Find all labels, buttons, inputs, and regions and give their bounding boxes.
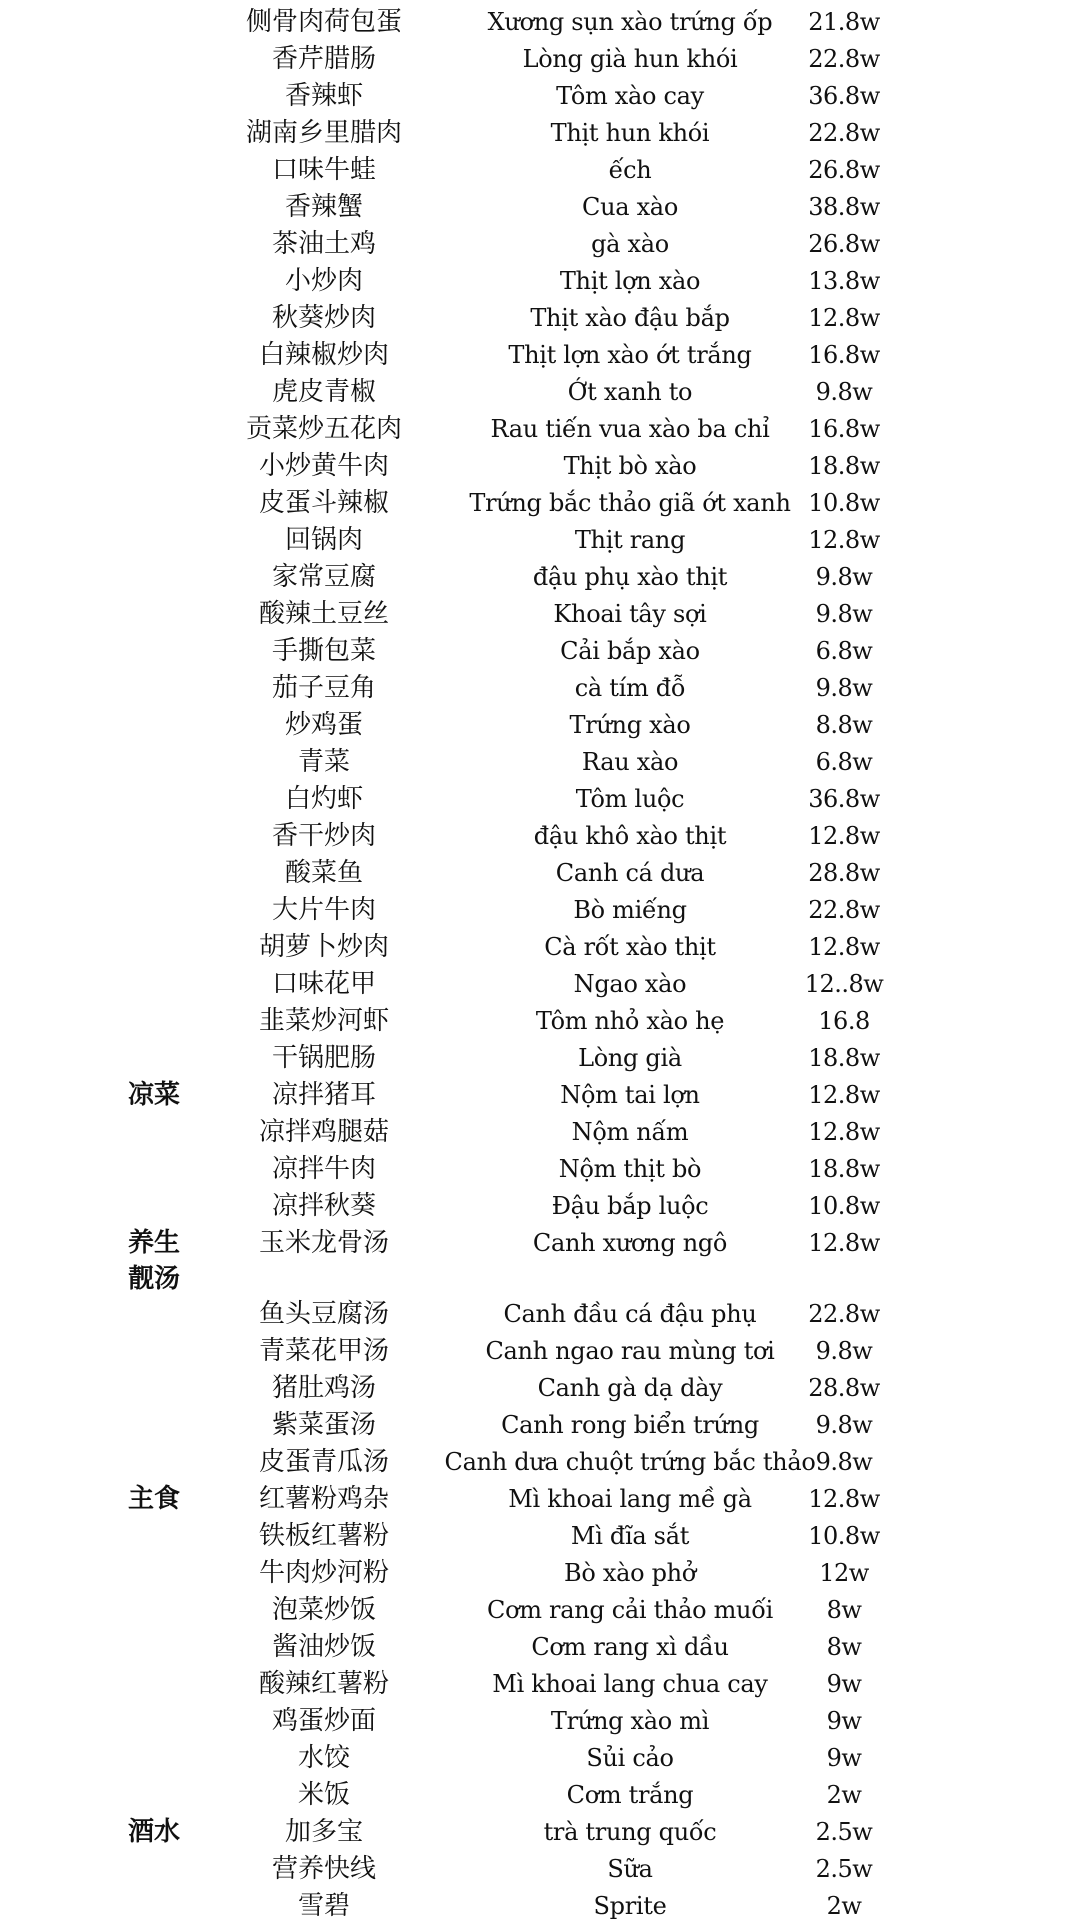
dish-name-chinese: 红薯粉鸡杂 (258, 1484, 389, 1514)
dish-name-vietnamese: ếch (608, 156, 652, 184)
dish-price: 10.8w (808, 489, 880, 517)
dish-name-chinese: 皮蛋斗辣椒 (258, 488, 389, 518)
dish-name-vietnamese: Cua xào (582, 193, 678, 221)
dish-name-chinese: 香辣蟹 (284, 192, 363, 222)
dish-name-vietnamese: Thịt lợn xào (559, 267, 701, 295)
dish-name-vietnamese: Trứng bắc thảo giã ớt xanh (469, 489, 791, 517)
menu-row (0, 522, 1080, 559)
menu-row (0, 1151, 1080, 1188)
dish-name-vietnamese: Tôm nhỏ xào hẹ (535, 1007, 725, 1035)
dish-name-vietnamese: Canh rong biển trứng (501, 1411, 759, 1439)
menu-row (0, 1481, 1080, 1518)
dish-name-vietnamese: Rau tiến vua xào ba chỉ (490, 415, 770, 443)
dish-name-chinese: 米饭 (297, 1780, 350, 1810)
dish-price: 28.8w (808, 1374, 880, 1402)
dish-name-chinese: 凉拌秋葵 (271, 1191, 376, 1221)
dish-name-chinese: 加多宝 (284, 1817, 363, 1847)
menu-row (0, 152, 1080, 189)
dish-name-vietnamese: gà xào (591, 230, 669, 258)
menu-row (0, 1296, 1080, 1333)
dish-name-chinese: 口味牛蛙 (271, 155, 376, 185)
dish-name-vietnamese: Lòng già hun khói (522, 45, 738, 73)
dish-name-chinese: 凉拌鸡腿菇 (258, 1117, 389, 1147)
dish-name-chinese: 小炒黄牛肉 (258, 451, 389, 481)
dish-name-vietnamese: Ngao xào (573, 970, 687, 998)
menu-row (0, 1592, 1080, 1629)
dish-name-vietnamese: Cơm rang xì dầu (531, 1633, 729, 1661)
dish-price: 22.8w (808, 119, 880, 147)
dish-name-chinese: 酱油炒饭 (271, 1632, 376, 1662)
dish-name-chinese: 小炒肉 (284, 266, 363, 296)
dish-name-vietnamese: Canh ngao rau mùng tơi (485, 1337, 775, 1365)
dish-price: 38.8w (808, 193, 880, 221)
menu-row (0, 41, 1080, 78)
dish-name-chinese: 胡萝卜炒肉 (258, 932, 389, 962)
menu-row (0, 189, 1080, 226)
menu-row (0, 1444, 1080, 1481)
dish-name-vietnamese: Tôm luộc (575, 785, 685, 813)
menu-row (0, 78, 1080, 115)
menu-row (0, 226, 1080, 263)
dish-name-vietnamese: Canh gà dạ dày (537, 1374, 723, 1402)
dish-price: 9.8w (815, 378, 873, 406)
menu-row (0, 633, 1080, 670)
dish-name-chinese: 白辣椒炒肉 (258, 340, 389, 370)
menu-row (0, 374, 1080, 411)
menu-row (0, 1555, 1080, 1592)
dish-name-chinese: 大片牛肉 (271, 895, 376, 925)
dish-price: 36.8w (808, 82, 880, 110)
menu-row (0, 707, 1080, 744)
dish-name-vietnamese: Cải bắp xào (560, 637, 700, 665)
dish-name-chinese: 白灼虾 (284, 784, 363, 814)
dish-price: 16.8 (818, 1007, 870, 1035)
dish-name-vietnamese: Mì đĩa sắt (570, 1522, 690, 1550)
dish-price: 18.8w (808, 1044, 880, 1072)
dish-price: 8.8w (815, 711, 873, 739)
menu-row (0, 1003, 1080, 1040)
dish-name-chinese: 韭菜炒河虾 (258, 1006, 389, 1036)
menu-row (0, 1851, 1080, 1888)
dish-name-chinese: 手撕包菜 (271, 636, 376, 666)
category-label: 主食 (128, 1484, 181, 1514)
dish-name-chinese: 鸡蛋炒面 (271, 1706, 376, 1736)
dish-name-chinese: 干锅肥肠 (271, 1043, 376, 1073)
dish-price: 8w (826, 1596, 862, 1624)
menu-row (0, 818, 1080, 855)
menu-row (0, 1333, 1080, 1370)
dish-name-vietnamese: Khoai tây sợi (553, 600, 707, 628)
dish-price: 8w (826, 1633, 862, 1661)
dish-name-chinese: 青菜花甲汤 (258, 1336, 389, 1366)
dish-price: 9.8w (815, 1411, 873, 1439)
dish-name-vietnamese: Ớt xanh to (567, 378, 693, 406)
dish-name-chinese: 牛肉炒河粉 (258, 1558, 389, 1588)
menu-row (0, 485, 1080, 522)
dish-name-chinese: 家常豆腐 (271, 562, 376, 592)
menu-row (0, 1518, 1080, 1555)
dish-name-vietnamese: Lòng già (578, 1044, 682, 1072)
menu-row (0, 1040, 1080, 1077)
dish-price: 9w (826, 1707, 862, 1735)
dish-name-vietnamese: Tôm xào cay (556, 82, 704, 110)
dish-name-chinese: 雪碧 (297, 1891, 350, 1921)
menu-row (0, 929, 1080, 966)
dish-name-chinese: 玉米龙骨汤 (258, 1228, 389, 1258)
dish-price: 16.8w (808, 415, 880, 443)
menu-row (0, 115, 1080, 152)
dish-price: 36.8w (808, 785, 880, 813)
dish-price: 22.8w (808, 896, 880, 924)
dish-name-chinese: 紫菜蛋汤 (271, 1410, 376, 1440)
dish-price: 6.8w (815, 748, 873, 776)
dish-price: 18.8w (808, 452, 880, 480)
category-label-soup-line2: 靓汤 (128, 1264, 181, 1294)
dish-name-vietnamese: Sủi cảo (586, 1744, 674, 1772)
dish-price: 10.8w (808, 1192, 880, 1220)
menu-row (0, 337, 1080, 374)
dish-name-chinese: 泡菜炒饭 (271, 1595, 376, 1625)
menu-row (0, 1740, 1080, 1777)
dish-name-chinese: 香辣虾 (284, 81, 363, 111)
dish-name-vietnamese: trà trung quốc (543, 1818, 717, 1846)
dish-price: 12.8w (808, 1229, 880, 1257)
dish-name-vietnamese: Canh dưa chuột trứng bắc thảo (444, 1448, 816, 1476)
menu-row (0, 1777, 1080, 1814)
menu-row (0, 670, 1080, 707)
menu-row (0, 596, 1080, 633)
dish-name-chinese: 凉拌牛肉 (271, 1154, 376, 1184)
dish-name-chinese: 青菜 (297, 747, 350, 777)
menu-row (0, 781, 1080, 818)
dish-name-vietnamese: Sữa (607, 1855, 653, 1883)
menu-row (0, 4, 1080, 41)
dish-price: 12..8w (804, 970, 884, 998)
menu-row (0, 966, 1080, 1003)
dish-price: 12.8w (808, 822, 880, 850)
dish-name-vietnamese: Mì khoai lang mề gà (508, 1485, 752, 1513)
dish-price: 6.8w (815, 637, 873, 665)
dish-price: 9.8w (815, 1448, 873, 1476)
dish-name-chinese: 酸菜鱼 (284, 858, 363, 888)
dish-name-vietnamese: Thịt hun khói (550, 119, 710, 147)
dish-price: 2.5w (815, 1818, 873, 1846)
dish-name-chinese: 鱼头豆腐汤 (258, 1299, 389, 1329)
menu-row (0, 1814, 1080, 1851)
dish-price: 12.8w (808, 933, 880, 961)
dish-price: 9.8w (815, 1337, 873, 1365)
dish-name-chinese: 秋葵炒肉 (271, 303, 376, 333)
dish-name-chinese: 水饺 (297, 1743, 350, 1773)
dish-name-vietnamese: đậu khô xào thịt (533, 822, 727, 850)
dish-name-chinese: 酸辣红薯粉 (258, 1669, 389, 1699)
dish-price: 9.8w (815, 563, 873, 591)
dish-price: 22.8w (808, 1300, 880, 1328)
dish-price: 22.8w (808, 45, 880, 73)
dish-name-vietnamese: Bò xào phở (564, 1559, 696, 1587)
dish-name-chinese: 炒鸡蛋 (284, 710, 363, 740)
dish-name-vietnamese: Canh đầu cá đậu phụ (503, 1300, 757, 1328)
category-label: 养生 (128, 1228, 181, 1258)
dish-name-vietnamese: Nộm thịt bò (558, 1155, 702, 1183)
menu-row (0, 448, 1080, 485)
dish-price: 10.8w (808, 1522, 880, 1550)
dish-price: 12.8w (808, 1118, 880, 1146)
dish-price: 16.8w (808, 341, 880, 369)
dish-name-vietnamese: Mì khoai lang chua cay (492, 1670, 768, 1698)
dish-price: 2.5w (815, 1855, 873, 1883)
dish-price: 12.8w (808, 304, 880, 332)
dish-name-chinese: 香干炒肉 (271, 821, 376, 851)
dish-name-vietnamese: đậu phụ xào thịt (532, 563, 728, 591)
dish-name-vietnamese: Cơm trắng (566, 1781, 694, 1809)
dish-price: 2w (826, 1781, 862, 1809)
dish-name-vietnamese: Cơm rang cải thảo muối (487, 1596, 773, 1624)
dish-name-vietnamese: Thịt lợn xào ớt trắng (508, 341, 752, 369)
menu-row (0, 1703, 1080, 1740)
dish-name-vietnamese: Nộm tai lợn (560, 1081, 700, 1109)
menu-row (0, 1629, 1080, 1666)
dish-name-vietnamese: Cà rốt xào thịt (544, 933, 716, 961)
dish-name-vietnamese: Sprite (593, 1892, 667, 1920)
menu-row (0, 1225, 1080, 1262)
dish-name-chinese: 营养快线 (271, 1854, 376, 1884)
dish-name-vietnamese: Thịt bò xào (563, 452, 697, 480)
menu-row (0, 559, 1080, 596)
dish-name-chinese: 茶油土鸡 (271, 229, 376, 259)
category-label: 凉菜 (128, 1080, 181, 1110)
dish-price: 21.8w (808, 8, 880, 36)
menu-row (0, 744, 1080, 781)
dish-name-vietnamese: cà tím đỗ (574, 674, 686, 702)
dish-price: 9w (826, 1670, 862, 1698)
menu-row (0, 1114, 1080, 1151)
dish-name-vietnamese: Nộm nấm (571, 1118, 689, 1146)
dish-price: 9.8w (815, 674, 873, 702)
dish-name-chinese: 酸辣土豆丝 (258, 599, 389, 629)
dish-name-chinese: 皮蛋青瓜汤 (258, 1447, 389, 1477)
dish-name-vietnamese: Canh cá dưa (555, 859, 705, 887)
menu-row (0, 263, 1080, 300)
menu-row (0, 300, 1080, 337)
dish-name-vietnamese: Đậu bắp luộc (551, 1192, 709, 1220)
dish-price: 18.8w (808, 1155, 880, 1183)
menu-row (0, 1888, 1080, 1925)
dish-name-vietnamese: Canh xương ngô (532, 1229, 728, 1257)
menu-row (0, 411, 1080, 448)
dish-name-chinese: 香芹腊肠 (271, 44, 376, 74)
dish-price: 9.8w (815, 600, 873, 628)
menu-row (0, 1188, 1080, 1225)
dish-name-chinese: 回锅肉 (284, 525, 363, 555)
dish-price: 26.8w (808, 230, 880, 258)
dish-price: 12.8w (808, 1081, 880, 1109)
dish-name-chinese: 猪肚鸡汤 (271, 1373, 376, 1403)
dish-name-chinese: 口味花甲 (271, 969, 376, 999)
dish-name-vietnamese: Thịt rang (574, 526, 686, 554)
menu-row (0, 1077, 1080, 1114)
dish-name-chinese: 贡菜炒五花肉 (245, 414, 402, 444)
dish-price: 12.8w (808, 526, 880, 554)
dish-price: 2w (826, 1892, 862, 1920)
dish-name-chinese: 湖南乡里腊肉 (245, 118, 402, 148)
dish-name-vietnamese: Rau xào (581, 748, 679, 776)
dish-price: 26.8w (808, 156, 880, 184)
dish-price: 12.8w (808, 1485, 880, 1513)
dish-name-chinese: 侧骨肉荷包蛋 (245, 7, 402, 37)
dish-price: 9w (826, 1744, 862, 1772)
menu-row (0, 855, 1080, 892)
dish-name-vietnamese: Bò miếng (573, 896, 687, 924)
menu-row (0, 1407, 1080, 1444)
dish-name-vietnamese: Xương sụn xào trứng ốp (487, 8, 773, 36)
menu-row (0, 1370, 1080, 1407)
menu-row (0, 1666, 1080, 1703)
dish-name-chinese: 茄子豆角 (271, 673, 376, 703)
dish-price: 28.8w (808, 859, 880, 887)
category-label: 酒水 (128, 1817, 181, 1847)
dish-name-chinese: 铁板红薯粉 (258, 1521, 389, 1551)
dish-name-vietnamese: Trứng xào mì (550, 1707, 710, 1735)
dish-name-vietnamese: Thịt xào đậu bắp (530, 304, 730, 332)
dish-name-chinese: 虎皮青椒 (271, 377, 376, 407)
dish-name-chinese: 凉拌猪耳 (271, 1080, 376, 1110)
dish-price: 12w (819, 1559, 869, 1587)
menu-row (0, 892, 1080, 929)
dish-price: 13.8w (808, 267, 880, 295)
dish-name-vietnamese: Trứng xào (569, 711, 691, 739)
